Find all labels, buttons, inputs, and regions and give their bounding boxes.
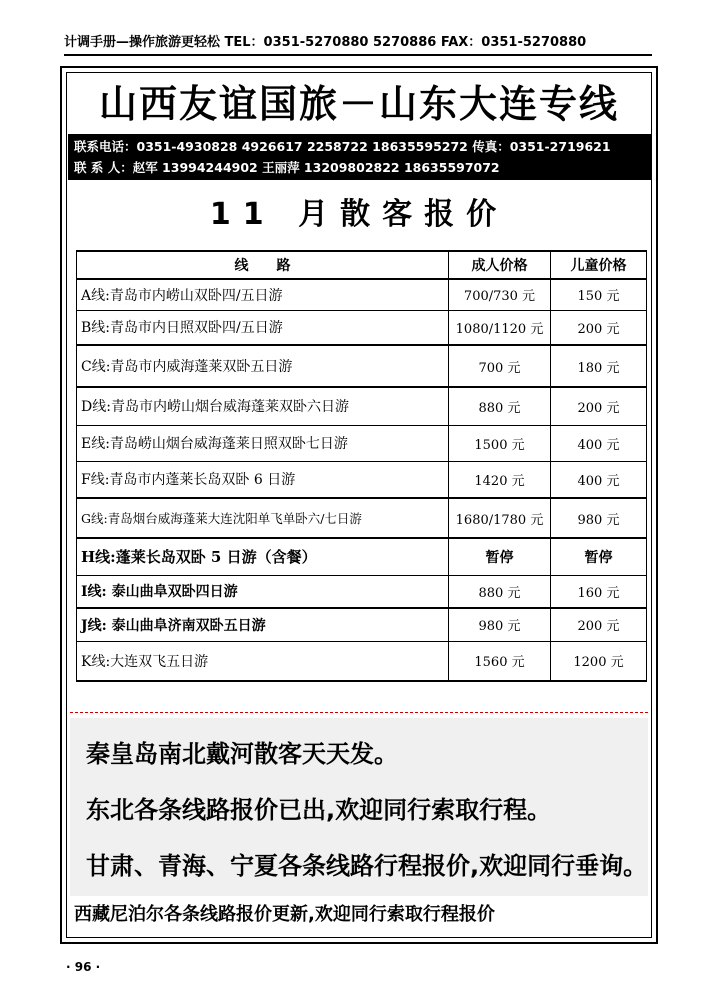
child-price-cell: 180 元 — [551, 345, 647, 387]
child-price-cell: 160 元 — [551, 575, 647, 608]
notice-line-3: 甘肃、青海、宁夏各条线路行程报价,欢迎同行垂询。 — [86, 852, 648, 880]
child-price-cell: 400 元 — [551, 425, 647, 461]
adult-price-cell: 1080/1120 元 — [449, 310, 551, 345]
contact-persons: 联 系 人：赵军 13994244902 王丽萍 13209802822 18635597072 — [74, 160, 500, 175]
table-row — [77, 608, 647, 641]
header-route: 线 路 — [77, 251, 449, 279]
child-price-cell: 150 元 — [551, 279, 647, 310]
notice-line-1: 秦皇岛南北戴河散客天天发。 — [86, 740, 398, 768]
adult-price-cell: 980 元 — [449, 608, 551, 641]
route-price-table — [76, 250, 647, 682]
adult-price-cell: 880 元 — [449, 575, 551, 608]
adult-price-cell: 880 元 — [449, 387, 551, 425]
adult-price-cell: 700/730 元 — [449, 279, 551, 310]
child-price-cell: 400 元 — [551, 461, 647, 498]
table-row — [77, 310, 647, 345]
route-cell: D线:青岛市内崂山烟台威海蓬莱双卧六日游 — [77, 387, 449, 425]
adult-price-cell: 700 元 — [449, 345, 551, 387]
child-price-cell: 暂停 — [551, 538, 647, 575]
child-price-cell: 200 元 — [551, 608, 647, 641]
contact-box — [68, 134, 652, 180]
table-row — [77, 425, 647, 461]
table-row — [77, 538, 647, 575]
table-row — [77, 387, 647, 425]
table-row — [77, 345, 647, 387]
adult-price-cell: 1420 元 — [449, 461, 551, 498]
table-row — [77, 641, 647, 681]
header-child-price: 儿童价格 — [551, 251, 647, 279]
table-row — [77, 461, 647, 498]
child-price-cell: 200 元 — [551, 387, 647, 425]
route-cell: I线: 泰山曲阜双卧四日游 — [77, 575, 449, 608]
main-title: 山西友谊国旅－山东大连专线 — [98, 82, 619, 126]
notice-line-2: 东北各条线路报价已出,欢迎同行索取行程。 — [86, 796, 552, 824]
header-adult-price: 成人价格 — [449, 251, 551, 279]
route-cell: G线:青岛烟台威海蓬莱大连沈阳单飞单卧六/七日游 — [77, 498, 449, 538]
child-price-cell: 980 元 — [551, 498, 647, 538]
route-cell: A线:青岛市内崂山双卧四/五日游 — [77, 279, 449, 310]
adult-price-cell: 1560 元 — [449, 641, 551, 681]
table-row — [77, 575, 647, 608]
route-cell: F线:青岛市内蓬莱长岛双卧 6 日游 — [77, 461, 449, 498]
route-cell: C线:青岛市内威海蓬莱双卧五日游 — [77, 345, 449, 387]
header-contact-line: 计调手册—操作旅游更轻松 TEL：0351-5270880 5270886 FAX：0351-5270880 — [64, 32, 652, 56]
route-cell: B线:青岛市内日照双卧四/五日游 — [77, 310, 449, 345]
table-row — [77, 279, 647, 310]
quote-title: 11 月散客报价 — [209, 197, 509, 232]
child-price-cell: 200 元 — [551, 310, 647, 345]
table-row — [77, 498, 647, 538]
adult-price-cell: 暂停 — [449, 538, 551, 575]
page-number: · 96 · — [66, 960, 101, 974]
table-header-row — [77, 251, 647, 279]
child-price-cell: 1200 元 — [551, 641, 647, 681]
adult-price-cell: 1680/1780 元 — [449, 498, 551, 538]
dashed-divider — [70, 712, 648, 713]
route-cell: E线:青岛崂山烟台威海蓬莱日照双卧七日游 — [77, 425, 449, 461]
route-cell: K线:大连双飞五日游 — [77, 641, 449, 681]
footer-note: 西藏尼泊尔各条线路报价更新,欢迎同行索取行程报价 — [74, 904, 495, 925]
adult-price-cell: 1500 元 — [449, 425, 551, 461]
contact-phones: 联系电话：0351-4930828 4926617 2258722 18635595272 传真：0351-2719621 — [74, 139, 611, 154]
route-cell: H线:蓬莱长岛双卧 5 日游（含餐） — [77, 538, 449, 575]
route-cell: J线: 泰山曲阜济南双卧五日游 — [77, 608, 449, 641]
